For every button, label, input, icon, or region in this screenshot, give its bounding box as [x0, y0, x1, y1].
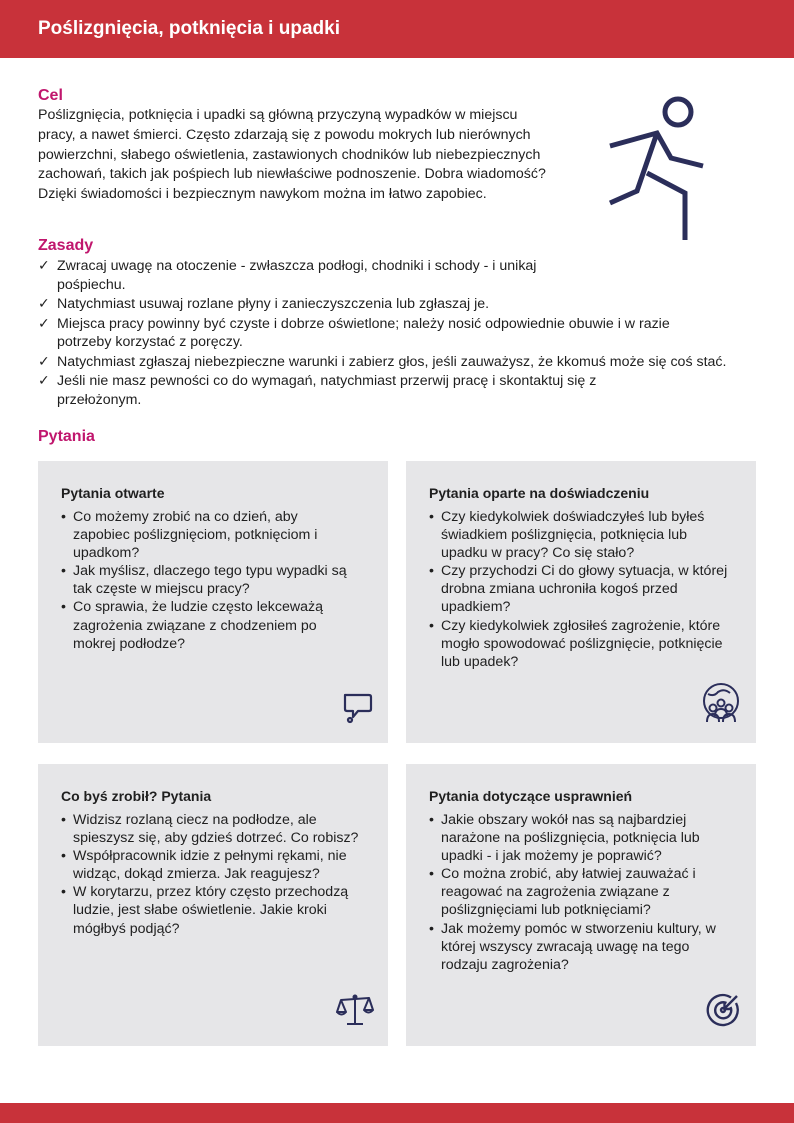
question-card-experience [406, 461, 756, 743]
checkmark-icon: ✓ [38, 296, 50, 312]
questions-heading: Pytania [38, 428, 95, 445]
page-title: Poślizgnięcia, potknięcia i upadki [38, 18, 340, 39]
question-item: • Widzisz rozlaną ciecz na podłodze, ale spieszysz się, aby gdzieś dotrzeć. Co robisz? [61, 812, 359, 847]
rule-item: ✓ Zwracaj uwagę na otoczenie - zwłaszcza podłogi, chodniki i schody - i unikaj pośpiechu. [38, 258, 537, 293]
card-title: Pytania otwarte [61, 485, 165, 501]
question-item: • Czy kiedykolwiek doświadczyłeś lub byłeś świadkiem poślizgnięcia, potknięcia lub upadku w pracy? Co się stało? [429, 509, 705, 562]
header-bar [0, 0, 794, 58]
rule-item: ✓ Jeśli nie masz pewności co do wymagań, natychmiast przerwij pracę i skontaktuj się z przełożonym. [38, 373, 597, 408]
question-item: • Jak myślisz, dlaczego tego typu wypadki są tak częste w miejscu pracy? [61, 563, 347, 598]
goal-text: Poślizgnięcia, potknięcia i upadki są główną przyczyną wypadków w miejscu pracy, a nawet śmierci. Często zdarzają się z powodu mokrych lub nierównych powierzchni, słabego oświetlenia, zastawionych chodników lub niebezpiecznych zachowań, takich jak pośpiech lub niewłaściwe podnoszenie. Dobra wiadomość? Dzięki świadomości i bezpiecznym nawykom można im łatwo zapobiec. [38, 107, 546, 203]
checkmark-icon: ✓ [38, 373, 50, 389]
goal-heading: Cel [38, 87, 63, 104]
rule-item: ✓ Natychmiast zgłaszaj niebezpieczne warunki i zabierz głos, jeśli zauważysz, że kkomuś może się coś stać. [38, 353, 727, 370]
card-title: Pytania dotyczące usprawnień [429, 788, 633, 804]
card-question-list [61, 508, 351, 653]
card-question-list [429, 508, 729, 671]
rule-item: ✓ Natychmiast usuwaj rozlane płyny i zanieczyszczenia lub zgłaszaj je. [38, 296, 490, 312]
question-card-open [38, 461, 388, 743]
question-item: • Jakie obszary wokół nas są najbardziej narażone na poślizgnięcia, potknięcia lub upadki - i jak możemy je poprawić? [429, 812, 700, 865]
card-question-list [429, 811, 729, 974]
card-title: Co byś zrobił? Pytania [61, 788, 212, 804]
question-item: • Czy kiedykolwiek zgłosiłeś zagrożenie, które mogło spowodować poślizgnięcie, potknięcie lub upadek? [429, 617, 723, 670]
question-item: • Co możemy zrobić na co dzień, aby zapobiec poślizgnięciom, potknięciom i upadkom? [61, 509, 318, 562]
rules-list [38, 257, 728, 410]
rule-item: ✓ Miejsca pracy powinny być czyste i dobrze oświetlone; należy nosić odpowiednie obuwie i w razie potrzeby korzystać z poręczy. [38, 315, 670, 350]
question-card-improvements [406, 764, 756, 1046]
question-item: • Jak możemy pomóc w stworzeniu kultury, w której wszyscy zwracają uwagę na tego rodzaju zagrożenia? [429, 920, 716, 973]
footer-bar [0, 1103, 794, 1123]
question-item: • Co sprawia, że ludzie często lekceważą zagrożenia związane z chodzeniem po mokrej podłodze? [61, 599, 323, 652]
checkmark-icon: ✓ [38, 315, 50, 332]
target-arrow-icon [706, 991, 742, 1032]
card-question-list [61, 811, 363, 938]
question-item: • Co można zrobić, aby łatwiej zauważać i reagować na zagrożenia związane z poślizgnięciami lub potknięciami? [429, 866, 696, 919]
question-item: • Współpracownik idzie z pełnymi rękami, nie widząc, dokąd zmierza. Jak reagujesz? [61, 848, 347, 883]
checkmark-icon: ✓ [38, 258, 50, 274]
question-card-what-would-you-do [38, 764, 388, 1046]
running-person-icon [605, 93, 717, 248]
checkmark-icon: ✓ [38, 353, 50, 370]
speech-bubble-icon [340, 690, 374, 729]
card-title: Pytania oparte na doświadczeniu [429, 485, 650, 501]
question-item: • Czy przychodzi Ci do głowy sytuacja, w której drobna zmiana uchroniła kogoś przed upadkiem? [429, 563, 728, 616]
rules-heading: Zasady [38, 237, 94, 254]
globe-people-icon [700, 682, 742, 729]
question-item: • W korytarzu, przez który często przechodzą ludzie, jest słabe oświetlenie. Jakie kroki mógłbyś podjąć? [61, 884, 349, 937]
scales-icon [336, 993, 374, 1032]
